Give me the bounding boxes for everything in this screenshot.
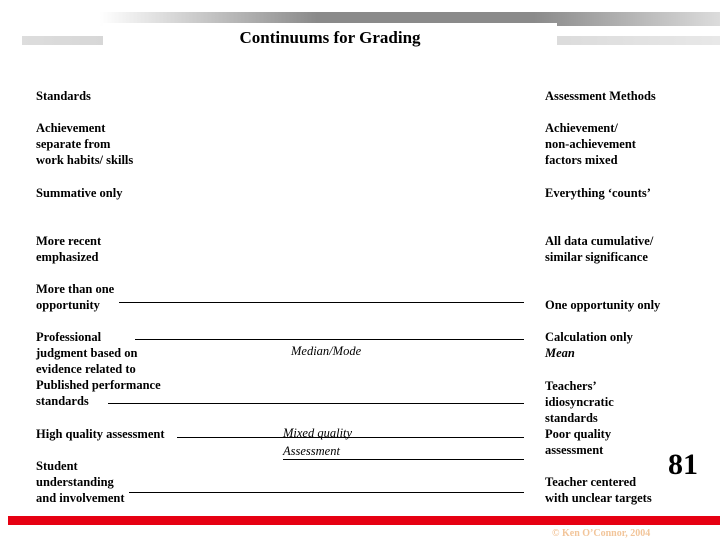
header-assessment-methods: Assessment Methods: [545, 89, 656, 103]
continuum-line-6b: [283, 459, 524, 460]
row-5-right-b: Teachers’ idiosyncratic standards: [545, 379, 614, 425]
continuum-line-4: [119, 302, 524, 303]
row-3-right: All data cumulative/ similar significance: [545, 234, 654, 264]
row-4-left: More than one opportunity: [36, 282, 115, 312]
header-standards: Standards: [36, 89, 91, 103]
row-6-right: Poor quality assessment: [545, 427, 612, 457]
row-5-right: Calculation only Mean: [545, 330, 633, 360]
median-mode-note: Median/Mode: [291, 344, 362, 358]
mixed-quality-note: Mixed quality Assessment: [283, 426, 353, 458]
row-1-left: Achievement separate from work habits/ skills: [36, 121, 134, 167]
row-7-left: Student understanding and involvement: [36, 459, 125, 505]
row-3-left: More recent emphasized: [36, 234, 102, 264]
row-4-right: One opportunity only: [545, 298, 661, 312]
continuum-line-5a: [135, 339, 524, 340]
page-title: Continuums for Grading: [239, 28, 421, 47]
continuum-line-7: [129, 492, 524, 493]
row-6-left: High quality assessment: [36, 427, 165, 441]
bottom-accent-bar: [8, 516, 720, 525]
copyright-footer: © Ken O’Connor, 2004: [552, 528, 651, 539]
row-2-left: Summative only: [36, 186, 123, 200]
page-number: 81: [668, 448, 698, 481]
row-2-right: Everything ‘counts’: [545, 186, 651, 200]
row-5-left: Professional judgment based on evidence related to Published performance standards: [36, 330, 161, 408]
row-7-right: Teacher centered with unclear targets: [545, 475, 652, 505]
row-1-right: Achievement/ non-achievement factors mixed: [545, 121, 636, 167]
continuum-line-5b: [108, 403, 524, 404]
